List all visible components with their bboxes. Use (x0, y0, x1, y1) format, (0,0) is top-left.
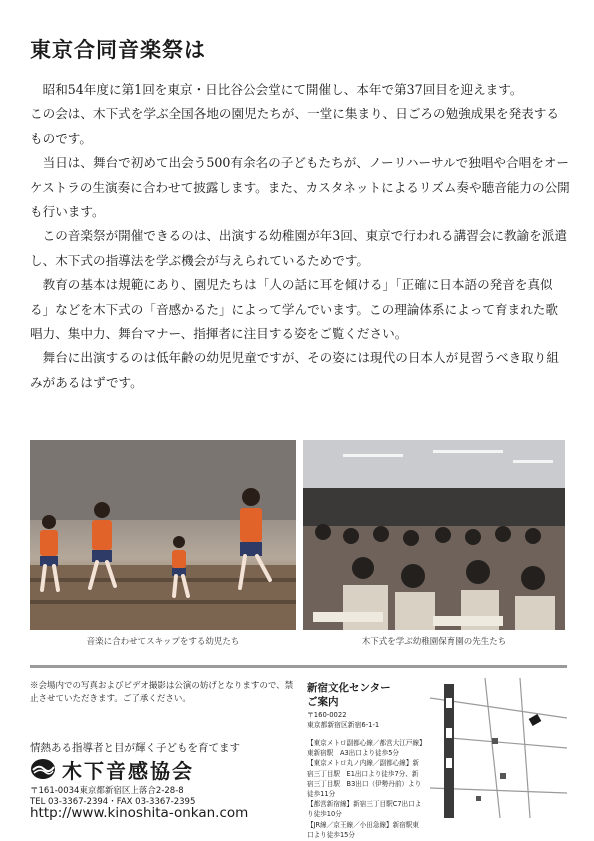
paragraph: 舞台に出演するのは低年齢の幼児児童ですが、その姿には現代の日本人が見習うべき取り組みがあるはずです。 (30, 350, 559, 390)
paragraph: この音楽祭が開催できるのは、出演する幼稚園が年3回、東京で行われる講習会に教諭を派遣し、木下式の指導法を学ぶ機会が与えられているためです。 (30, 228, 567, 268)
photo-teachers-illustration (303, 440, 565, 630)
paragraph: この会は、木下式を学ぶ全国各地の園児たちが、一堂に集まり、日ごろの勉強成果を発表するものです。 (30, 106, 559, 146)
venue-map (430, 678, 567, 818)
organization-logo-icon (30, 758, 56, 780)
venue-title (307, 681, 391, 709)
body-text (30, 78, 570, 395)
venue-postal: 〒160-0022 (307, 711, 347, 719)
paragraph: 当日は、舞台で初めて出会う500有余名の子どもたちが、ノーリハーサルで独唱や合唱をオーケストラの生演奏に合わせて披露します。また、カスタネットによるリズム奏や聴音能力の公開も行います。 (30, 155, 570, 220)
organization-header (30, 756, 194, 782)
venue-street: 東京都新宿区新宿6-1-1 (307, 721, 380, 729)
photography-notice: ※会場内での写真およびビデオ撮影は公演の妨げとなりますので、禁止させていただきます。ご了承ください。 (30, 681, 294, 704)
access-item: 【東京メトロ丸ノ内線／副都心線】新宿三丁目駅 E1出口より徒歩7分、新宿三丁目駅 B3出口（伊勢丹前）より徒歩11分 (307, 759, 422, 799)
paragraph: 教育の基本は規範にあり、園児たちは「人の話に耳を傾ける」「正確に日本語の発音を真似る」などを木下式の「音感かるた」によって学んでいます。この理論体系によって育まれた歌唱力、集中力、舞台マナー、指揮者に注目する姿をご覧ください。 (30, 277, 558, 342)
access-item: 【都営新宿線】新宿三丁目駅C7出口より徒歩10分 (307, 800, 422, 819)
page-title: 東京合同音楽祭は (30, 37, 206, 62)
photo-children-illustration (30, 440, 296, 630)
access-directions (307, 738, 425, 840)
photo-teachers-seminar (303, 440, 565, 630)
access-item: 【JR線／京王線／小田急線】新宿駅東口より徒歩15分 (307, 820, 420, 839)
paragraph: 昭和54年度に第1回を東京・日比谷公会堂にて開催し、本年で第37回目を迎えます。 (42, 82, 523, 97)
photo-caption-right: 木下式を学ぶ幼稚園保育園の先生たち (361, 637, 507, 647)
photo-caption-left: 音楽に合わせてスキップをする幼児たち (86, 637, 240, 647)
address-line: 〒161-0034東京都新宿区上落合2-28-8 (30, 786, 184, 796)
venue-guide-label: ご案内 (307, 696, 339, 708)
venue-name: 新宿文化センター (307, 682, 391, 694)
organization-url-link[interactable]: http://www.kinoshita-onkan.com (30, 805, 249, 821)
slogan: 情熱ある指導者と目が輝く子どもを育てます (30, 742, 240, 754)
organization-name: 木下音感協会 (62, 758, 194, 783)
phone-fax-line: TEL 03-3367-2394・FAX 03-3367-2395 (30, 797, 196, 807)
venue-address (307, 710, 379, 730)
section-divider (30, 665, 567, 668)
photo-children-skipping (30, 440, 296, 630)
access-item: 【東京メトロ副都心線／都営大江戸線】東新宿駅 A3出口より徒歩5分 (307, 739, 423, 758)
